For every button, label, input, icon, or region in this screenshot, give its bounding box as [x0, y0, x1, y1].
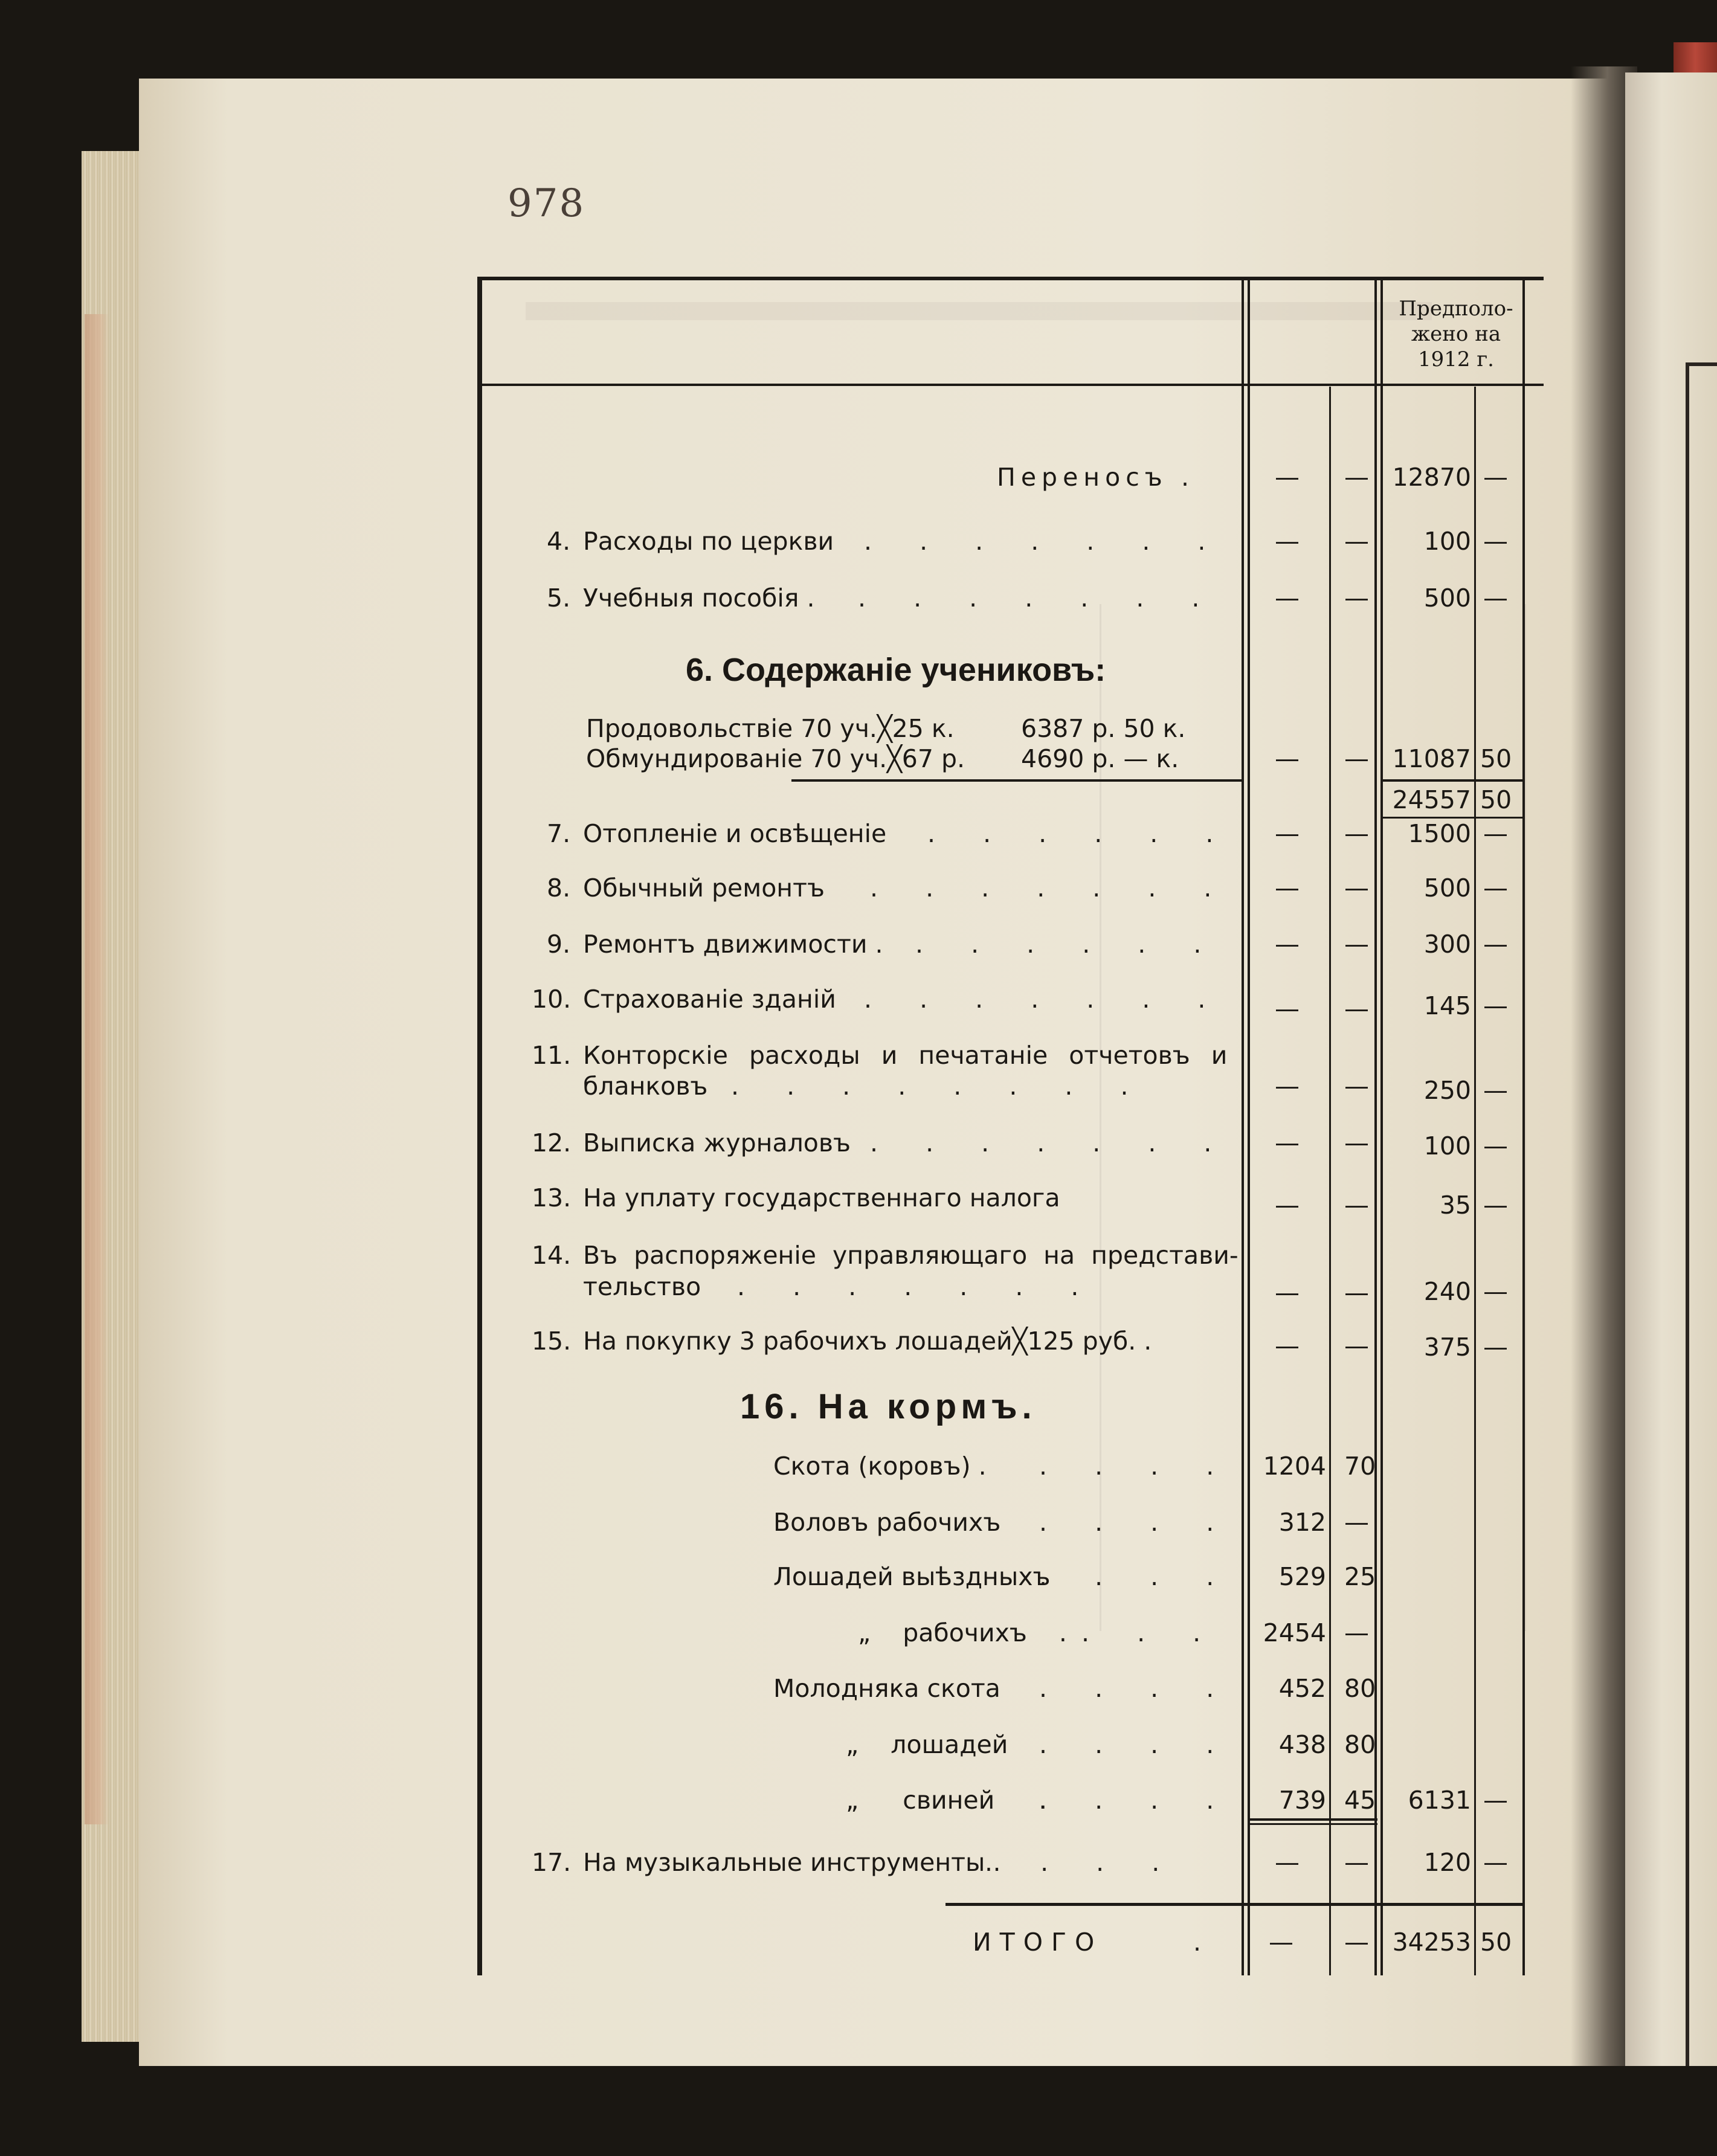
row-label-continued: тельство: [583, 1272, 701, 1301]
row-rub: 12870: [1392, 463, 1471, 492]
row-c2: —: [1344, 1848, 1369, 1877]
row-c2: —: [1344, 874, 1369, 903]
row-rub: 120: [1423, 1848, 1471, 1877]
subtotal-kop: 50: [1480, 785, 1512, 814]
feed-total-rub: 6131: [1408, 1786, 1471, 1815]
feed-label: „ свиней .: [846, 1786, 1047, 1815]
row-rub: 11087: [1392, 744, 1471, 773]
feed-rub: 1204: [1263, 1452, 1326, 1481]
row-label: На уплату государственнаго налога: [583, 1183, 1060, 1212]
row-label-continued: бланковъ: [583, 1072, 708, 1101]
row-c1: —: [1275, 584, 1300, 613]
row-rub: 145: [1423, 991, 1471, 1020]
feed-kop: 70: [1344, 1452, 1376, 1481]
row-c2: —: [1344, 994, 1369, 1023]
col-divider-3b: [1380, 278, 1383, 1975]
row-label: На покупку 3 рабочихъ лошадей╳125 руб. .: [583, 1327, 1152, 1356]
col-divider-4: [1474, 387, 1476, 1975]
feed-dots: . . . .: [1039, 1562, 1234, 1591]
feed-dots: . . . .: [1039, 1786, 1234, 1815]
feed-rub: 529: [1278, 1562, 1326, 1591]
total-c2: —: [1344, 1928, 1369, 1957]
row-number: 13.: [532, 1183, 572, 1212]
row-rub: 35: [1439, 1191, 1471, 1220]
row-label: Въ распоряженіе управляющаго на представи-: [583, 1241, 1239, 1270]
uniform-label: Обмундированіе 70 уч.╳67 р.: [586, 744, 965, 773]
subtotal-rule-right: [1380, 779, 1522, 782]
row-kop: —: [1483, 991, 1508, 1020]
row-dots: . . . . . .: [927, 819, 1234, 848]
row-c2: —: [1344, 1128, 1369, 1157]
total-c1: —: [1269, 1928, 1293, 1957]
row-label: На музыкальные инструменты .: [583, 1848, 1001, 1877]
feed-label: Лошадей выѣздныхъ: [773, 1562, 1051, 1591]
background-shadow: [0, 2066, 1717, 2156]
header-projected-1912: [1393, 296, 1519, 372]
row-kop: —: [1483, 584, 1508, 613]
row-c2: —: [1344, 1191, 1369, 1220]
col-divider-3a: [1374, 278, 1377, 1975]
section-16-title: 16. На кормъ.: [740, 1387, 1037, 1426]
row-label: Страхованіе зданій: [583, 985, 836, 1014]
show-through-smudge: [526, 302, 1432, 320]
row-number: 12.: [532, 1128, 572, 1157]
row-kop: —: [1483, 819, 1508, 848]
total-rub: 34253: [1392, 1928, 1471, 1957]
row-rub: 500: [1423, 584, 1471, 613]
row-c2: —: [1344, 527, 1369, 556]
header-line-1: Предполо-: [1399, 297, 1513, 321]
row-rub: 300: [1423, 930, 1471, 959]
feed-dots: . . . .: [1039, 1674, 1234, 1703]
row-dots: . . . .: [985, 1848, 1180, 1877]
row-c1: —: [1275, 1072, 1300, 1101]
subtotal-underline: [1380, 817, 1522, 819]
row-c1: —: [1275, 874, 1300, 903]
feed-dots: . . . .: [1039, 1730, 1234, 1759]
row-c2: —: [1344, 744, 1369, 773]
row-label: Переносъ: [997, 463, 1168, 492]
row-c1: —: [1275, 994, 1300, 1023]
col-divider-1b: [1248, 278, 1250, 1975]
total-dots: .: [1193, 1928, 1202, 1957]
feed-kop: 80: [1344, 1674, 1376, 1703]
feed-label: Скота (коровъ) .: [773, 1452, 987, 1481]
row-c2: —: [1344, 584, 1369, 613]
col-divider-1a: [1242, 278, 1244, 1975]
row-dots: .: [1181, 463, 1190, 492]
row-dots: . . . . . . .: [858, 584, 1220, 613]
row-kop: —: [1483, 1076, 1508, 1105]
facing-page-table-frame: [1686, 362, 1717, 2070]
row-c2: —: [1344, 463, 1369, 492]
row-c1: —: [1275, 1191, 1300, 1220]
row-kop: —: [1483, 930, 1508, 959]
uniform-amount: 4690 р. — к.: [1021, 744, 1179, 773]
row-c1: —: [1275, 527, 1300, 556]
feed-kop: —: [1344, 1508, 1369, 1537]
feed-label: „ рабочихъ .: [858, 1618, 1067, 1647]
row-c1: —: [1275, 1278, 1300, 1307]
feed-sum-rule-2: [1248, 1823, 1377, 1825]
feed-label: „ лошадей: [846, 1730, 1008, 1759]
feed-rub: 739: [1278, 1786, 1326, 1815]
feed-sum-rule: [1248, 1818, 1377, 1821]
row-dots: . . . . . . .: [870, 1128, 1232, 1157]
feed-dots: . . .: [1081, 1618, 1221, 1647]
row-kop: 50: [1480, 744, 1512, 773]
row-number: 5.: [547, 584, 571, 613]
row-dots: . . . . . . .: [864, 527, 1226, 556]
row-label: Обычный ремонтъ: [583, 874, 825, 903]
row-c1: —: [1275, 1128, 1300, 1157]
total-label: ИТОГО: [973, 1928, 1103, 1957]
row-number: 9.: [547, 930, 571, 959]
feed-kop: —: [1344, 1618, 1369, 1647]
row-c2: —: [1344, 1331, 1369, 1360]
row-c2: —: [1344, 1278, 1369, 1307]
row-c1: —: [1275, 1331, 1300, 1360]
row-rub: 1500: [1408, 819, 1471, 848]
table-right-border: [1522, 278, 1525, 1975]
row-number: 8.: [547, 874, 571, 903]
row-number: 15.: [532, 1327, 572, 1356]
table-left-border: [477, 278, 482, 1975]
row-c2: —: [1344, 1072, 1369, 1101]
row-number: 11.: [532, 1041, 572, 1070]
row-number: 14.: [532, 1241, 572, 1270]
header-line-2: жено на: [1411, 322, 1501, 346]
row-kop: —: [1483, 1131, 1508, 1160]
row-kop: —: [1483, 1848, 1508, 1877]
feed-kop: 45: [1344, 1786, 1376, 1815]
row-label: Выписка журналовъ: [583, 1128, 851, 1157]
row-number: 10.: [532, 985, 572, 1014]
provisions-amount: 6387 р. 50 к.: [1021, 714, 1186, 743]
row-dots: . . . . . . .: [870, 874, 1232, 903]
feed-total-kop: —: [1483, 1786, 1508, 1815]
feed-dots: . . . .: [1039, 1452, 1234, 1481]
feed-kop: 25: [1344, 1562, 1376, 1591]
feed-rub: 312: [1278, 1508, 1326, 1537]
feed-rub: 2454: [1263, 1618, 1326, 1647]
row-c1: —: [1275, 463, 1300, 492]
feed-label: Молодняка скота: [773, 1674, 1000, 1703]
row-rub: 100: [1423, 1131, 1471, 1160]
total-kop: 50: [1480, 1928, 1512, 1957]
row-kop: —: [1483, 527, 1508, 556]
row-number: 17.: [532, 1848, 572, 1877]
row-label: Учебныя пособія .: [583, 584, 815, 613]
table-top-border: [477, 277, 1544, 280]
row-c1: —: [1275, 819, 1300, 848]
row-number: 4.: [547, 527, 571, 556]
total-rule: [945, 1903, 1522, 1906]
row-label: Отопленіе и освѣщеніе: [583, 819, 887, 848]
header-line-3: 1912 г.: [1418, 347, 1494, 372]
feed-rub: 452: [1278, 1674, 1326, 1703]
row-label: Расходы по церкви: [583, 527, 834, 556]
row-kop: —: [1483, 463, 1508, 492]
feed-label: Воловъ рабочихъ: [773, 1508, 1001, 1537]
row-kop: —: [1483, 1191, 1508, 1220]
row-c1: —: [1275, 1848, 1300, 1877]
header-bottom-border: [477, 384, 1544, 386]
section-6-title: 6. Содержаніе учениковъ:: [686, 652, 1106, 688]
row-rub: 500: [1423, 874, 1471, 903]
row-dots: . . . . . . .: [737, 1272, 1099, 1301]
row-label: Конторскіе расходы и печатаніе отчетовъ и: [583, 1041, 1228, 1070]
row-kop: —: [1483, 1277, 1508, 1306]
feed-dots: . . . .: [1039, 1508, 1234, 1537]
row-label: Ремонтъ движимости .: [583, 930, 883, 959]
row-c1: —: [1275, 930, 1300, 959]
row-c2: —: [1344, 930, 1369, 959]
page-edge-stain: [85, 314, 109, 1824]
feed-kop: 80: [1344, 1730, 1376, 1759]
row-rub: 100: [1423, 527, 1471, 556]
col-divider-2: [1329, 387, 1331, 1975]
row-c2: —: [1344, 819, 1369, 848]
row-number: 7.: [547, 819, 571, 848]
provisions-label: Продовольствіе 70 уч.╳25 к.: [586, 714, 955, 743]
row-dots: . . . . . . . .: [731, 1072, 1148, 1101]
row-rub: 240: [1423, 1277, 1471, 1306]
row-rub: 375: [1423, 1333, 1471, 1362]
row-dots: . . . . . . .: [864, 985, 1226, 1014]
page-number: 978: [507, 181, 585, 226]
row-dots: . . . . . .: [915, 930, 1222, 959]
subtotal-rub: 24557: [1392, 785, 1471, 814]
feed-rub: 438: [1278, 1730, 1326, 1759]
row-kop: —: [1483, 1333, 1508, 1362]
row-rub: 250: [1423, 1076, 1471, 1105]
row-kop: —: [1483, 874, 1508, 903]
row-c1: —: [1275, 744, 1300, 773]
subtotal-rule-left: [791, 779, 1242, 782]
